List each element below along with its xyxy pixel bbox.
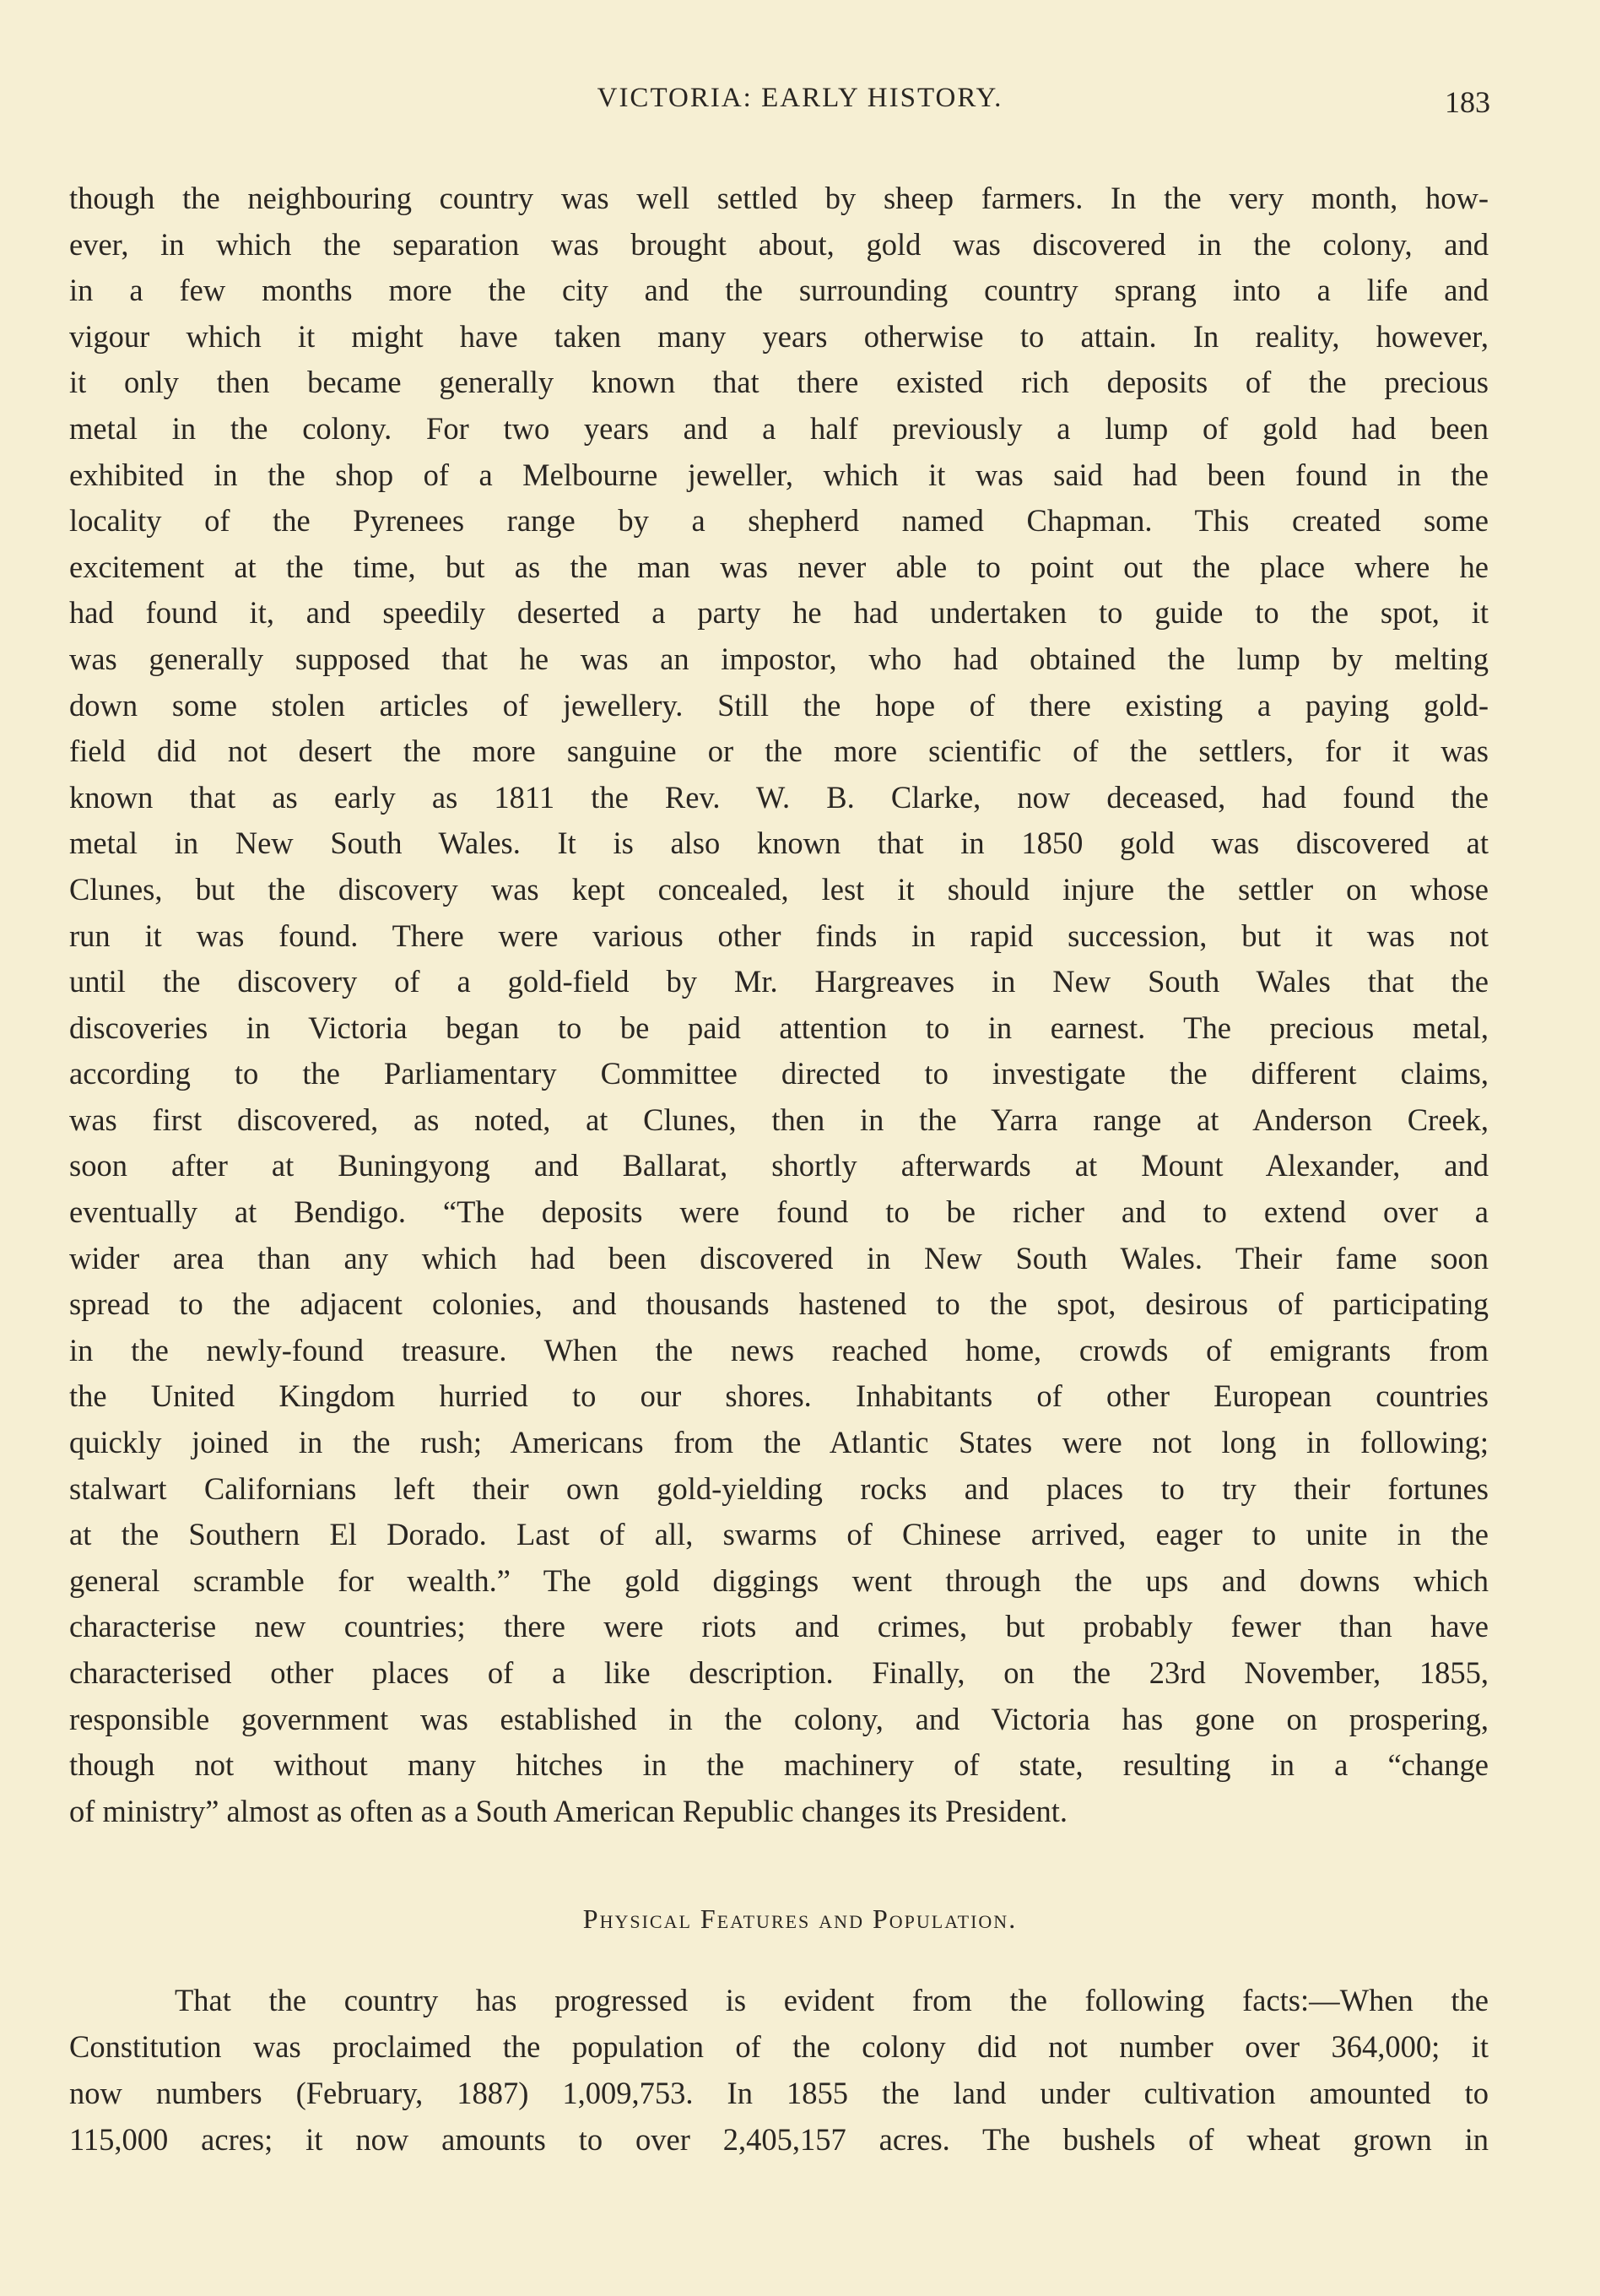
section-text <box>69 1977 1489 2163</box>
text-line: in the newly-found treasure. When the news reached home, crowds of emigrants from <box>69 1332 1489 1367</box>
text-line: run it was found. There were various other finds in rapid succession, but it was not <box>69 918 1489 953</box>
text-line: metal in New South Wales. It is also known that in 1850 gold was discovered at <box>69 826 1489 861</box>
text-line: the United Kingdom hurried to our shores. Inhabitants of other European countries <box>69 1378 1489 1414</box>
text-line: stalwart Californians left their own gold-yielding rocks and places to try their fortunes <box>69 1470 1489 1506</box>
text-line: eventually at Bendigo. “The deposits were found to be richer and to extend over a <box>69 1194 1489 1230</box>
text-line: though not without many hitches in the machinery of state, resulting in a “change <box>69 1747 1489 1783</box>
text-line: according to the Parliamentary Committee directed to investigate the different claims, <box>69 1056 1489 1091</box>
text-line: wider area than any which had been discovered in New South Wales. Their fame soon <box>69 1240 1489 1275</box>
text-line: locality of the Pyrenees range by a shepherd named Chapman. This created some <box>69 503 1489 539</box>
text-line: known that as early as 1811 the Rev. W. B. Clarke, now deceased, had found the <box>69 779 1489 815</box>
text-line: field did not desert the more sanguine or the more scientific of the settlers, for it was <box>69 734 1489 769</box>
text-line: vigour which it might have taken many years otherwise to attain. In reality, however, <box>69 318 1489 354</box>
text-line: quickly joined in the rush; Americans from the Atlantic States were not long in following; <box>69 1425 1489 1460</box>
text-line: soon after at Buningyong and Ballarat, shortly afterwards at Mount Alexander, and <box>69 1148 1489 1183</box>
text-line: discoveries in Victoria began to be paid attention to in earnest. The precious metal, <box>69 1010 1489 1045</box>
text-line: though the neighbouring country was well settled by sheep farmers. In the very month, how- <box>69 181 1489 215</box>
body-text <box>69 176 1489 1834</box>
text-line: until the discovery of a gold-field by Mr. Hargreaves in New South Wales that the <box>69 964 1489 999</box>
text-line: characterise new countries; there were riots and crimes, but probably fewer than have <box>69 1609 1489 1644</box>
text-line: was first discovered, as noted, at Clunes, then in the Yarra range at Anderson Creek, <box>69 1102 1489 1137</box>
text-line: at the Southern El Dorado. Last of all, swarms of Chinese arrived, eager to unite in the <box>69 1517 1489 1552</box>
page-number: 183 <box>1445 85 1490 119</box>
text-line: excitement at the time, but as the man was never able to point out the place where he <box>69 549 1489 584</box>
text-line: That the country has progressed is evident from the following facts:—When the <box>175 1983 1489 2017</box>
text-line: now numbers (February, 1887) 1,009,753. In 1855 the land under cultivation amounted to <box>69 2076 1489 2110</box>
text-line: metal in the colony. For two years and a half previously a lump of gold had been <box>69 410 1489 446</box>
running-head <box>0 83 1600 125</box>
text-line: was generally supposed that he was an impostor, who had obtained the lump by melting <box>69 641 1489 676</box>
text-line: Constitution was proclaimed the population of the colony did not number over 364,000; it <box>69 2029 1489 2064</box>
text-line: Clunes, but the discovery was kept concealed, lest it should injure the settler on whose <box>69 871 1489 907</box>
text-line: down some stolen articles of jewellery. Still the hope of there existing a paying gold- <box>69 687 1489 723</box>
text-line: ever, in which the separation was brought about, gold was discovered in the colony, and <box>69 226 1489 262</box>
text-line: characterised other places of a like description. Finally, on the 23rd November, 1855, <box>69 1655 1489 1690</box>
text-line: 115,000 acres; it now amounts to over 2,405,157 acres. The bushels of wheat grown in <box>69 2122 1489 2157</box>
section-heading: Physical Features and Population. <box>582 1903 1018 1934</box>
text-line: exhibited in the shop of a Melbourne jeweller, which it was said had been found in the <box>69 457 1489 492</box>
text-line: in a few months more the city and the surrounding country sprang into a life and <box>69 273 1489 308</box>
text-line: general scramble for wealth.” The gold diggings went through the ups and downs which <box>69 1562 1489 1598</box>
text-line: spread to the adjacent colonies, and thousands hastened to the spot, desirous of participating <box>69 1286 1489 1322</box>
text-line: responsible government was established in the colony, and Victoria has gone on prospering, <box>69 1701 1489 1736</box>
text-line: had found it, and speedily deserted a party he had undertaken to guide to the spot, it <box>69 595 1489 631</box>
text-line: it only then became generally known that there existed rich deposits of the precious <box>69 365 1489 400</box>
text-line: of ministry” almost as often as a South American Republic changes its President. <box>69 1793 1068 1828</box>
running-title: VICTORIA: EARLY HISTORY. <box>597 83 1003 113</box>
